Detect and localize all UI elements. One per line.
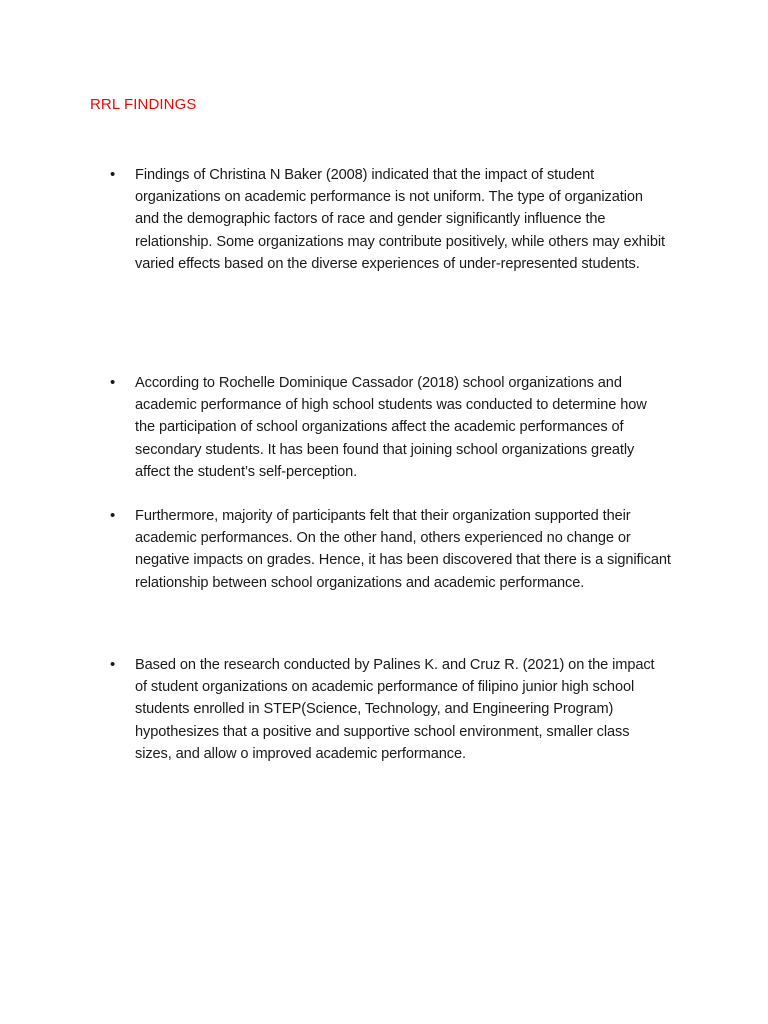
finding-item (110, 505, 685, 594)
bullet-icon: • (110, 374, 116, 391)
finding-text: Furthermore, majority of participants felt that their organization supported their academic performances. On the other hand, others experienced no change or negative impacts on grades. Hence, it has been discovered that there is a significant relationship between school organizations and academic performance. (135, 508, 671, 591)
finding-item (110, 164, 670, 275)
bullet-icon: • (110, 507, 116, 524)
bullet-icon: • (110, 656, 116, 673)
finding-item (110, 372, 670, 483)
finding-text: Based on the research conducted by Palines K. and Cruz R. (2021) on the impact of student organizations on academic performance of filipino junior high school students enrolled in STEP(Science, Technology, and Engineering Program) hypothesizes that a positive and supportive school environment, smaller class sizes, and allow o improved academic performance. (135, 657, 655, 762)
page-title: RRL FINDINGS (90, 96, 197, 113)
finding-text: According to Rochelle Dominique Cassador (2018) school organizations and academic performance of high school students was conducted to determine how the participation of school organizations affect the academic performances of secondary students. It has been found that joining school organizations greatly affect the student’s self-perception. (135, 375, 647, 480)
bullet-icon: • (110, 166, 116, 183)
finding-item (110, 654, 670, 765)
finding-text: Findings of Christina N Baker (2008) indicated that the impact of student organizations on academic performance is not uniform. The type of organization and the demographic factors of race and gender significantly influence the relationship. Some organizations may contribute positively, while others may exhibit varied effects based on the diverse experiences of under-represented students. (135, 167, 665, 272)
